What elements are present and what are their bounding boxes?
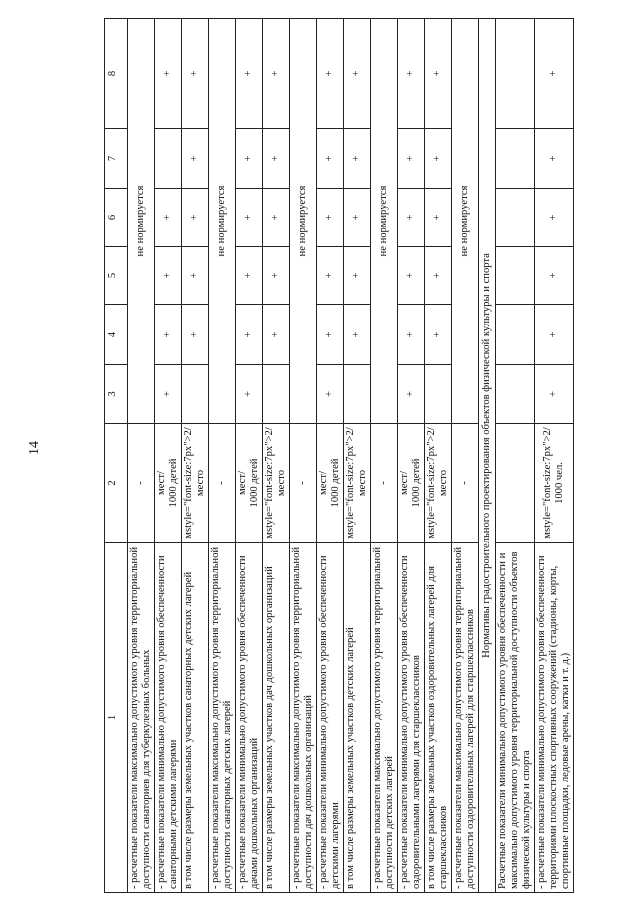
row-label: - расчетные показатели максимально допустимого уровня территориальной доступности оздоровительных лагерей для старшеклассников [452, 543, 479, 893]
row-label: - расчетные показатели максимально допустимого уровня территориальной доступности санаториев для туберкулезных больных [128, 543, 155, 893]
mark-cell: + [398, 189, 425, 247]
mark-cell: + [236, 129, 263, 189]
mark-cell [425, 365, 452, 424]
table-row [452, 19, 479, 893]
mark-cell: + [155, 189, 182, 247]
mark-cell: + [317, 247, 344, 305]
mark-cell: + [236, 247, 263, 305]
table-row [496, 19, 535, 893]
mark-cell: + [398, 19, 425, 129]
header-cell-8: 8 [105, 19, 128, 129]
mark-cell: + [263, 305, 290, 365]
table-row [371, 19, 398, 893]
table-row [209, 19, 236, 893]
table-row [236, 19, 263, 893]
table-row [425, 19, 452, 893]
not-normalized-cell: не нормируется [209, 19, 236, 424]
section-row [479, 19, 496, 893]
mark-cell: + [398, 129, 425, 189]
header-cell-3: 3 [105, 365, 128, 424]
row-label: - расчетные показатели максимально допустимого уровня территориальной доступности санаторных детских лагерей [209, 543, 236, 893]
row-label: - расчетные показатели минимально допустимого уровня обеспеченности оздоровительными лагерями для старшеклассников [398, 543, 425, 893]
mark-cell [263, 365, 290, 424]
row-unit: - [452, 424, 479, 543]
row-unit: - [371, 424, 398, 543]
mark-cell: + [398, 365, 425, 424]
mark-cell: + [425, 19, 452, 129]
mark-cell: + [263, 19, 290, 129]
row-unit: мест/ 1000 детей [317, 424, 344, 543]
row-label: в том числе размеры земельных участков детских лагерей [344, 543, 371, 893]
mark-cell [344, 365, 371, 424]
mark-cell: + [535, 365, 574, 424]
row-label: в том числе размеры земельных участков санаторных детских лагерей [182, 543, 209, 893]
section-title: Нормативы градостроительного проектирования объектов физической культуры и спорта [479, 19, 496, 893]
mark-cell: + [425, 247, 452, 305]
row-label: - расчетные показатели минимально допустимого уровня обеспеченности территориями плоскостных спортивных сооружений (стадионы, корты, спортивные площадки, ледовые арены, катки и т. д.) [535, 543, 574, 893]
row-label: - расчетные показатели минимально допустимого уровня обеспеченности санаторными детскими лагерями [155, 543, 182, 893]
mark-cell: + [155, 19, 182, 129]
mark-cell: + [317, 189, 344, 247]
row-unit: - [290, 424, 317, 543]
row-unit: мест/ 1000 детей [398, 424, 425, 543]
norms-table [104, 18, 574, 893]
mark-cell: + [182, 19, 209, 129]
row-unit: мstyle="font-size:7px">2/место [344, 424, 371, 543]
row-unit: - [209, 424, 236, 543]
mark-cell: + [344, 189, 371, 247]
mark-cell: + [344, 19, 371, 129]
mark-cell: + [155, 305, 182, 365]
mark-cell: + [317, 365, 344, 424]
mark-cell: + [263, 189, 290, 247]
row-label: - расчетные показатели минимально допустимого уровня обеспеченности дачами дошкольных организаций [236, 543, 263, 893]
row-unit [496, 424, 535, 543]
row-unit: мstyle="font-size:7px">2/место [425, 424, 452, 543]
mark-cell [496, 19, 535, 129]
mark-cell: + [535, 129, 574, 189]
mark-cell: + [344, 247, 371, 305]
table-row [317, 19, 344, 893]
mark-cell: + [182, 189, 209, 247]
row-unit: мstyle="font-size:7px">2/место [263, 424, 290, 543]
table-row [155, 19, 182, 893]
mark-cell: + [155, 247, 182, 305]
mark-cell: + [236, 305, 263, 365]
row-unit: мstyle="font-size:7px">2/место [182, 424, 209, 543]
row-label: - расчетные показатели минимально допустимого уровня обеспеченности детскими лагерями [317, 543, 344, 893]
header-cell-1: 1 [105, 543, 128, 893]
mark-cell [182, 365, 209, 424]
mark-cell: + [425, 129, 452, 189]
mark-cell: + [182, 247, 209, 305]
mark-cell: + [263, 247, 290, 305]
row-label: Расчетные показатели минимально допустимого уровня обеспеченности и максимально допустимого уровня территориальной доступности объектов физической культуры и спорта [496, 543, 535, 893]
mark-cell: + [535, 305, 574, 365]
not-normalized-cell: не нормируется [290, 19, 317, 424]
mark-cell: + [182, 129, 209, 189]
header-cell-7: 7 [105, 129, 128, 189]
mark-cell: + [317, 305, 344, 365]
mark-cell: + [535, 19, 574, 129]
table-row [128, 19, 155, 893]
table-row [398, 19, 425, 893]
not-normalized-cell: не нормируется [371, 19, 398, 424]
row-label: - расчетные показатели максимально допустимого уровня территориальной доступности детских лагерей [371, 543, 398, 893]
rotated-table-wrapper [104, 19, 618, 893]
mark-cell: + [236, 19, 263, 129]
not-normalized-cell: не нормируется [452, 19, 479, 424]
mark-cell [496, 305, 535, 365]
table-row [535, 19, 574, 893]
table-body-a [128, 19, 479, 893]
table-row [182, 19, 209, 893]
header-cell-5: 5 [105, 247, 128, 305]
table-row [344, 19, 371, 893]
mark-cell: + [155, 365, 182, 424]
row-unit: мест/ 1000 детей [236, 424, 263, 543]
page-number: 14 [27, 441, 42, 455]
row-label: - расчетные показатели максимально допустимого уровня территориальной доступности дач дошкольных организаций [290, 543, 317, 893]
table-body-b [496, 19, 574, 893]
mark-cell: + [425, 305, 452, 365]
mark-cell: + [398, 305, 425, 365]
row-unit: - [128, 424, 155, 543]
mark-cell: + [535, 247, 574, 305]
mark-cell: + [344, 129, 371, 189]
mark-cell: + [317, 129, 344, 189]
mark-cell [496, 189, 535, 247]
mark-cell [496, 129, 535, 189]
not-normalized-cell: не нормируется [128, 19, 155, 424]
header-cell-6: 6 [105, 189, 128, 247]
header-cell-4: 4 [105, 305, 128, 365]
mark-cell: + [236, 189, 263, 247]
mark-cell [155, 129, 182, 189]
mark-cell [496, 365, 535, 424]
mark-cell: + [182, 305, 209, 365]
mark-cell: + [535, 189, 574, 247]
row-unit: мест/ 1000 детей [155, 424, 182, 543]
mark-cell: + [425, 189, 452, 247]
row-label: в том числе размеры земельных участков дач дошкольных организаций [263, 543, 290, 893]
header-cell-2: 2 [105, 424, 128, 543]
mark-cell: + [344, 305, 371, 365]
mark-cell: + [398, 247, 425, 305]
table-row [290, 19, 317, 893]
mark-cell: + [317, 19, 344, 129]
row-label: в том числе размеры земельных участков оздоровительных лагерей для старшеклассников [425, 543, 452, 893]
mark-cell [496, 247, 535, 305]
mark-cell: + [236, 365, 263, 424]
row-unit: мstyle="font-size:7px">2/ 1000 чел. [535, 424, 574, 543]
table-row [263, 19, 290, 893]
mark-cell: + [263, 129, 290, 189]
header-row [105, 19, 128, 893]
section-body [479, 19, 496, 893]
